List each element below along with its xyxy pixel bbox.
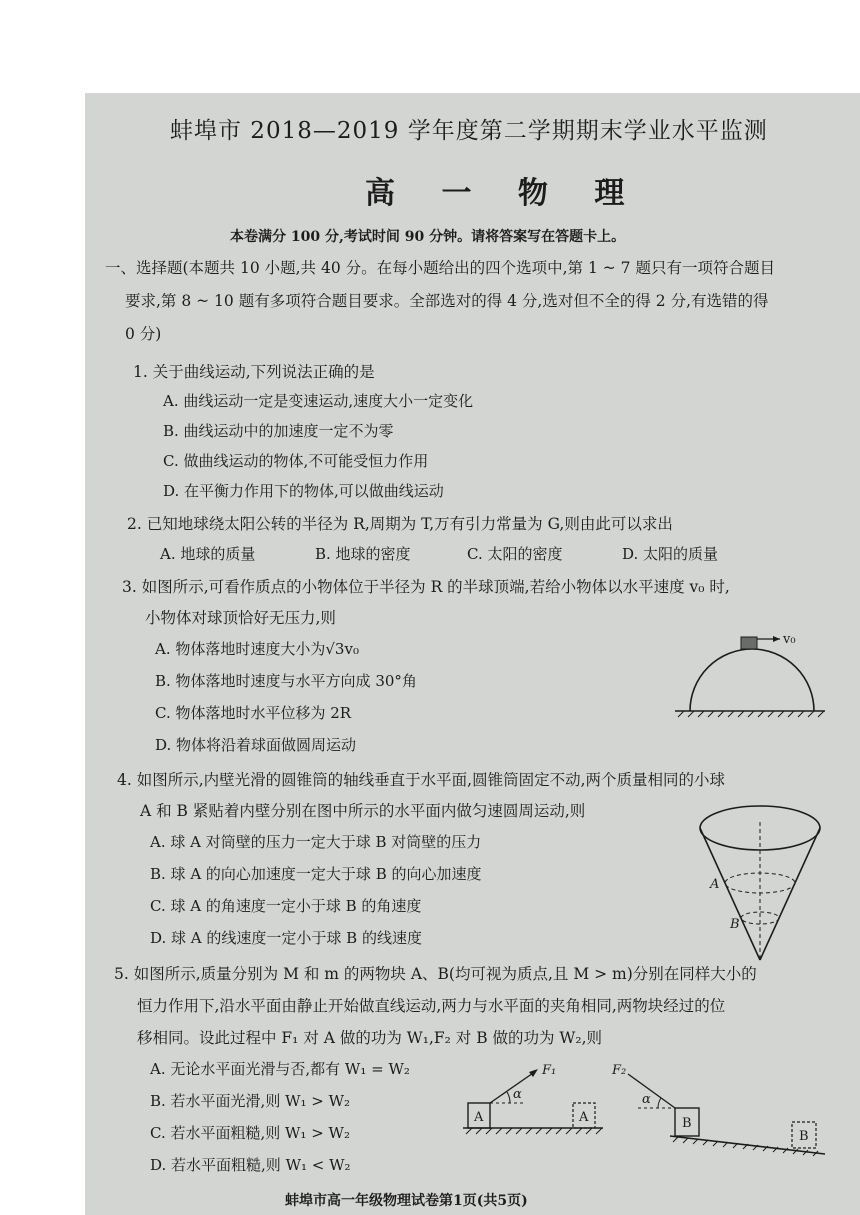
q2-option-a: A. 地球的质量 (160, 545, 256, 563)
block-a-label: A (474, 1110, 484, 1125)
exam-notice: 本卷满分 100 分,考试时间 90 分钟。请将答案写在答题卡上。 (230, 229, 626, 245)
q2-option-b: B. 地球的密度 (315, 545, 411, 563)
q4-stem-line2: A 和 B 紧贴着内壁分别在图中所示的水平面内做匀速圆周运动,则 (140, 802, 586, 820)
alpha-label-b: α (642, 1092, 651, 1107)
exam-subject: 高 一 物 理 (365, 176, 643, 211)
v0-label: v₀ (783, 632, 796, 647)
cone-label-a: A (710, 877, 720, 892)
q4-option-a: A. 球 A 对筒壁的压力一定大于球 B 对筒壁的压力 (150, 833, 482, 851)
exam-title: 蚌埠市 2018—2019 学年度第二学期期末学业水平监测 (170, 118, 768, 144)
q4-option-b: B. 球 A 的向心加速度一定大于球 B 的向心加速度 (150, 865, 482, 883)
f1-label: F₁ (542, 1063, 557, 1078)
q3-stem-line1: 3. 如图所示,可看作质点的小物体位于半径为 R 的半球顶端,若给小物体以水平速度 v₀ 时, (122, 578, 730, 596)
block-a-moved-label: A (579, 1110, 589, 1125)
q5-option-c: C. 若水平面粗糙,则 W₁ > W₂ (150, 1124, 350, 1142)
q3-hemisphere-figure (670, 625, 830, 725)
q5-stem-line2: 恒力作用下,沿水平面由静止开始做直线运动,两力与水平面的夹角相同,两物块经过的位 (137, 997, 726, 1015)
q3-option-d: D. 物体将沿着球面做圆周运动 (155, 736, 357, 754)
q5-block-b-figure (610, 1058, 830, 1168)
q2-option-c: C. 太阳的密度 (467, 545, 563, 563)
q3-option-c: C. 物体落地时水平位移为 2R (155, 704, 352, 722)
q5-block-a-figure (458, 1058, 608, 1140)
q3-stem-line2: 小物体对球顶恰好无压力,则 (145, 609, 336, 627)
q4-stem-line1: 4. 如图所示,内壁光滑的圆锥筒的轴线垂直于水平面,圆锥筒固定不动,两个质量相同的小球 (117, 771, 725, 789)
f2-label: F₂ (612, 1063, 627, 1078)
q1-stem: 1. 关于曲线运动,下列说法正确的是 (133, 363, 375, 381)
block-b-moved-label: B (799, 1129, 809, 1144)
q4-cone-figure (695, 800, 825, 965)
section-intro-line3: 0 分) (125, 325, 162, 343)
section-intro-line2: 要求,第 8 ~ 10 题有多项符合题目要求。全部选对的得 4 分,选对但不全的得 2 分,有选错的得 (125, 292, 769, 310)
section-intro-line1: 一、选择题(本题共 10 小题,共 40 分。在每小题给出的四个选项中,第 1 ~ 7 题只有一项符合题目 (105, 259, 775, 277)
block-b-label: B (682, 1116, 692, 1131)
q1-option-d: D. 在平衡力作用下的物体,可以做曲线运动 (163, 482, 444, 500)
q3-option-b: B. 物体落地时速度与水平方向成 30°角 (155, 672, 417, 690)
q3-option-a: A. 物体落地时速度大小为√3v₀ (155, 640, 359, 658)
q1-option-b: B. 曲线运动中的加速度一定不为零 (163, 422, 394, 440)
q1-option-c: C. 做曲线运动的物体,不可能受恒力作用 (163, 452, 429, 470)
q5-stem-line3: 移相同。设此过程中 F₁ 对 A 做的功为 W₁,F₂ 对 B 做的功为 W₂,则 (137, 1029, 603, 1047)
q5-option-d: D. 若水平面粗糙,则 W₁ < W₂ (150, 1156, 351, 1174)
q1-option-a: A. 曲线运动一定是变速运动,速度大小一定变化 (163, 392, 474, 410)
q5-option-b: B. 若水平面光滑,则 W₁ > W₂ (150, 1092, 351, 1110)
page-footer: 蚌埠市高一年级物理试卷第1页(共5页) (285, 1193, 528, 1209)
q2-stem: 2. 已知地球绕太阳公转的半径为 R,周期为 T,万有引力常量为 G,则由此可以求出 (127, 515, 673, 533)
q4-option-c: C. 球 A 的角速度一定小于球 B 的角速度 (150, 897, 422, 915)
q5-option-a: A. 无论水平面光滑与否,都有 W₁ = W₂ (150, 1060, 410, 1078)
alpha-label-a: α (513, 1087, 522, 1102)
q4-option-d: D. 球 A 的线速度一定小于球 B 的线速度 (150, 929, 422, 947)
q2-option-d: D. 太阳的质量 (622, 545, 719, 563)
cone-label-b: B (730, 917, 740, 932)
q5-stem-line1: 5. 如图所示,质量分别为 M 和 m 的两物块 A、B(均可视为质点,且 M > m)分别在同样大小的 (114, 965, 757, 983)
